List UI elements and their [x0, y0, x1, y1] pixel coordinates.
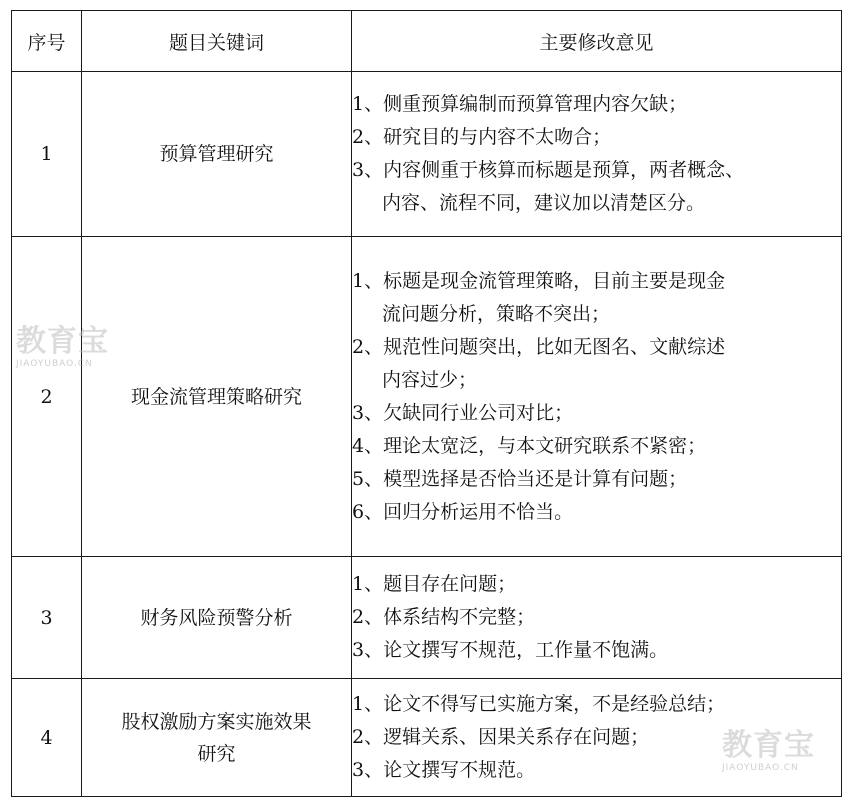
- row-index: 4: [12, 679, 82, 797]
- header-index: 序号: [12, 11, 82, 72]
- opinion-line: 3、内容侧重于核算而标题是预算，两者概念、: [352, 159, 745, 181]
- opinion-line: 1、标题是现金流管理策略，目前主要是现金: [352, 269, 726, 292]
- row-keywords-line: 研究: [197, 742, 236, 765]
- row-opinions: [352, 557, 842, 679]
- table-row: [12, 237, 842, 557]
- row-index: 1: [12, 72, 82, 237]
- opinion-line: 内容过少；: [382, 368, 478, 391]
- opinion-line: 3、论文撰写不规范。: [352, 759, 536, 781]
- watermark-url: JIAOYUBAO.CN: [16, 359, 93, 369]
- opinion-line: 2、体系结构不完整；: [352, 606, 536, 628]
- opinion-line: 6、回归分析运用不恰当。: [352, 500, 574, 523]
- table-row: [12, 72, 842, 237]
- row-keywords-line: 股权激励方案实施效果: [121, 710, 312, 733]
- table-row: [12, 557, 842, 679]
- header-keywords: 题目关键词: [82, 11, 352, 72]
- opinion-line: 3、论文撰写不规范，工作量不饱满。: [352, 639, 669, 661]
- header-opinions: 主要修改意见: [352, 11, 842, 72]
- row-opinions: [352, 72, 842, 237]
- watermark-url: JIAOYUBAO.CN: [722, 763, 799, 773]
- table-row: [12, 679, 842, 797]
- opinion-line: 流问题分析，策略不突出；: [382, 302, 611, 325]
- watermark-brand: 教育宝: [722, 728, 815, 763]
- review-table: [11, 10, 842, 797]
- row-index: 2: [12, 237, 82, 557]
- opinion-line: 3、欠缺同行业公司对比；: [352, 401, 574, 424]
- table-header-row: [12, 11, 842, 72]
- opinion-line: 4、理论太宽泛，与本文研究联系不紧密；: [352, 434, 707, 457]
- watermark-brand: 教育宝: [16, 324, 109, 359]
- row-opinions: [352, 679, 842, 797]
- opinion-line: 1、侧重预算编制而预算管理内容欠缺；: [352, 93, 688, 115]
- row-keywords: 现金流管理策略研究: [82, 237, 352, 557]
- opinion-line: 2、规范性问题突出，比如无图名、文献综述: [352, 335, 726, 358]
- row-keywords: 预算管理研究: [82, 72, 352, 237]
- row-index: 3: [12, 557, 82, 679]
- row-keywords: 财务风险预警分析: [82, 557, 352, 679]
- opinion-line: 1、论文不得写已实施方案，不是经验总结；: [352, 693, 726, 715]
- opinion-line: 2、研究目的与内容不太吻合；: [352, 126, 612, 148]
- opinion-line: 5、模型选择是否恰当还是计算有问题；: [352, 467, 688, 490]
- opinion-line: 1、题目存在问题；: [352, 573, 517, 595]
- row-keywords: [82, 679, 352, 797]
- opinion-line: 2、逻辑关系、因果关系存在问题；: [352, 726, 650, 748]
- row-opinions: [352, 237, 842, 557]
- opinion-line: 内容、流程不同，建议加以清楚区分。: [382, 192, 706, 214]
